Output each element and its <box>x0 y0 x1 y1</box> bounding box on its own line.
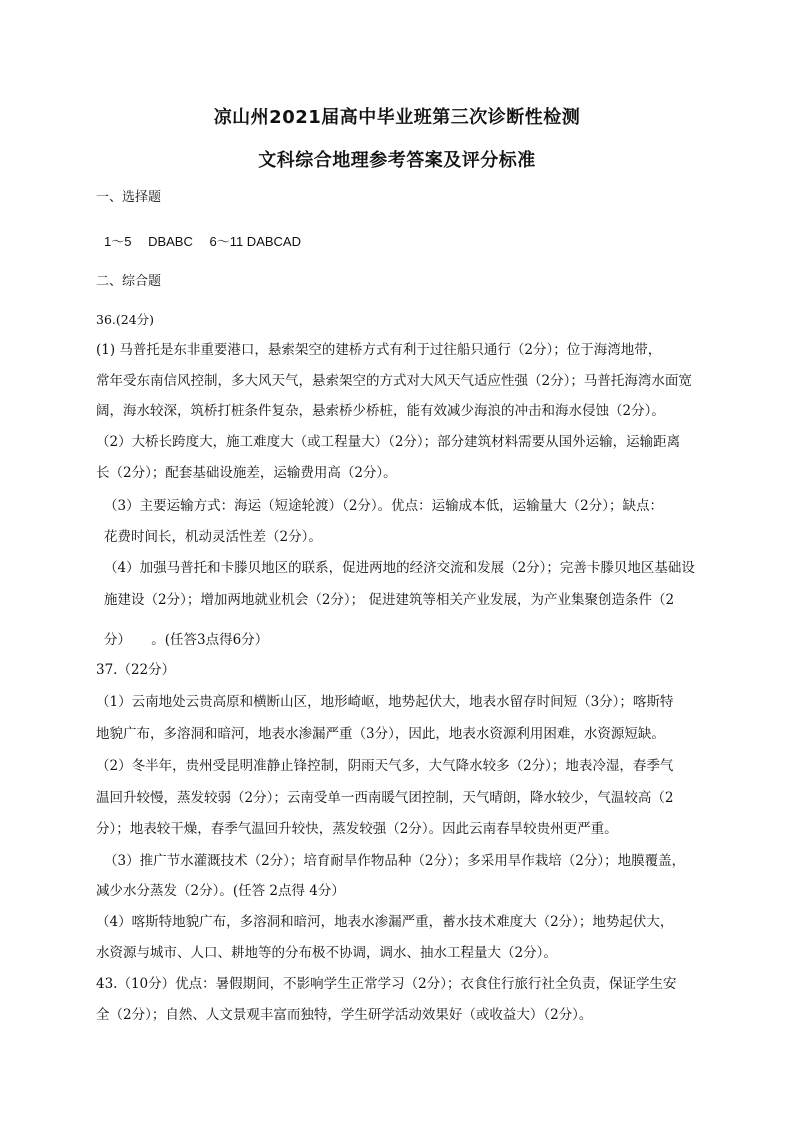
answer-line: 地貌广布，多溶洞和暗河，地表水渗漏严重（3分），因此，地表水资源利用困难，水资源短缺。 <box>96 726 665 742</box>
answer-line: （3）主要运输方式：海运（短途轮渡）（2分）。优点：运输成本低，运输量大（2分）；缺点： <box>104 498 664 514</box>
question-43-answer: 43.（10分）优点：暑假期间，不影响学生正常学习（2分）；衣食住行旅行社全负责，保证学生安 <box>96 976 677 992</box>
answer-line: （4）加强马普托和卡滕贝地区的联系，促进两地的经济交流和发展（2分）；完善卡滕贝地区基础设 <box>104 560 695 576</box>
section-heading-choice: 一、选择题 <box>96 190 162 205</box>
answer-line: 施建设（2分）；增加两地就业机会（2分）； 促进建筑等相关产业发展，为产业集聚创造条件（2 <box>104 592 675 608</box>
answer-line: （1）云南地处云贵高原和横断山区，地形崎岖，地势起伏大，地表水留存时间短（3分）；喀斯特 <box>96 694 674 710</box>
document-subtitle: 文科综合地理参考答案及评分标准 <box>258 150 536 171</box>
question-36-heading: 36.(24分) <box>96 312 155 327</box>
document-title: 凉山州2021届高中毕业班第三次诊断性检测 <box>213 107 581 128</box>
answer-line: (1) 马普托是东非重要港口，悬索架空的建桥方式有利于过往船只通行（2分）；位于海湾地带， <box>96 342 662 358</box>
answer-line: 阔，海水较深，筑桥打桩条件复杂，悬索桥少桥桩，能有效减少海浪的冲击和海水侵蚀（2分）。 <box>96 403 665 419</box>
answer-line: （2）冬半年，贵州受昆明准静止锋控制，阴雨天气多，大气降水较多（2分）；地表冷湿，春季气 <box>96 758 674 774</box>
choice-answers: 1～5 DBABC 6～11 DABCAD <box>104 234 301 249</box>
question-37-heading: 37.（22分） <box>96 662 176 678</box>
answer-line: 分）；地表较干燥，春季气温回升较快，蒸发较强（2分）。因此云南春旱较贵州更严重。 <box>96 821 618 837</box>
answer-line: 分） 。(任答3点得6分） <box>104 632 269 648</box>
answer-line: （4）喀斯特地貌广布，多溶洞和暗河，地表水渗漏严重，蓄水技术难度大（2分）；地势起伏大， <box>96 914 674 930</box>
answer-line: 长（2分）；配套基础设施差，运输费用高（2分）。 <box>96 465 397 481</box>
answer-line: 减少水分蒸发（2分）。(任答 2点得 4分） <box>96 883 345 899</box>
answer-line: 温回升较慢，蒸发较弱（2分）；云南受单一西南暖气团控制，天气晴朗，降水较少，气温较高（2 <box>96 790 674 806</box>
answer-line: 花费时间长，机动灵活性差（2分）。 <box>104 529 322 545</box>
answer-line: （3）推广节水灌溉技术（2分）；培育耐旱作物品种（2分）；多采用旱作栽培（2分）；地膜覆盖， <box>104 853 686 869</box>
answer-line: 全（2分）；自然、人文景观丰富而独特，学生研学活动效果好（或收益大）（2分）。 <box>96 1007 593 1023</box>
answer-line: （2）大桥长跨度大，施工难度大（或工程量大）（2分）；部分建筑材料需要从国外运输，运输距离 <box>96 434 681 450</box>
section-heading-comprehensive: 二、综合题 <box>96 274 162 289</box>
answer-line: 常年受东南信风控制，多大风天气，悬索架空的方式对大风天气适应性强（2分）；马普托海湾水面宽 <box>96 373 692 389</box>
answer-line: 水资源与城市、人口、耕地等的分布极不协调，调水、抽水工程量大（2分）。 <box>96 945 557 961</box>
